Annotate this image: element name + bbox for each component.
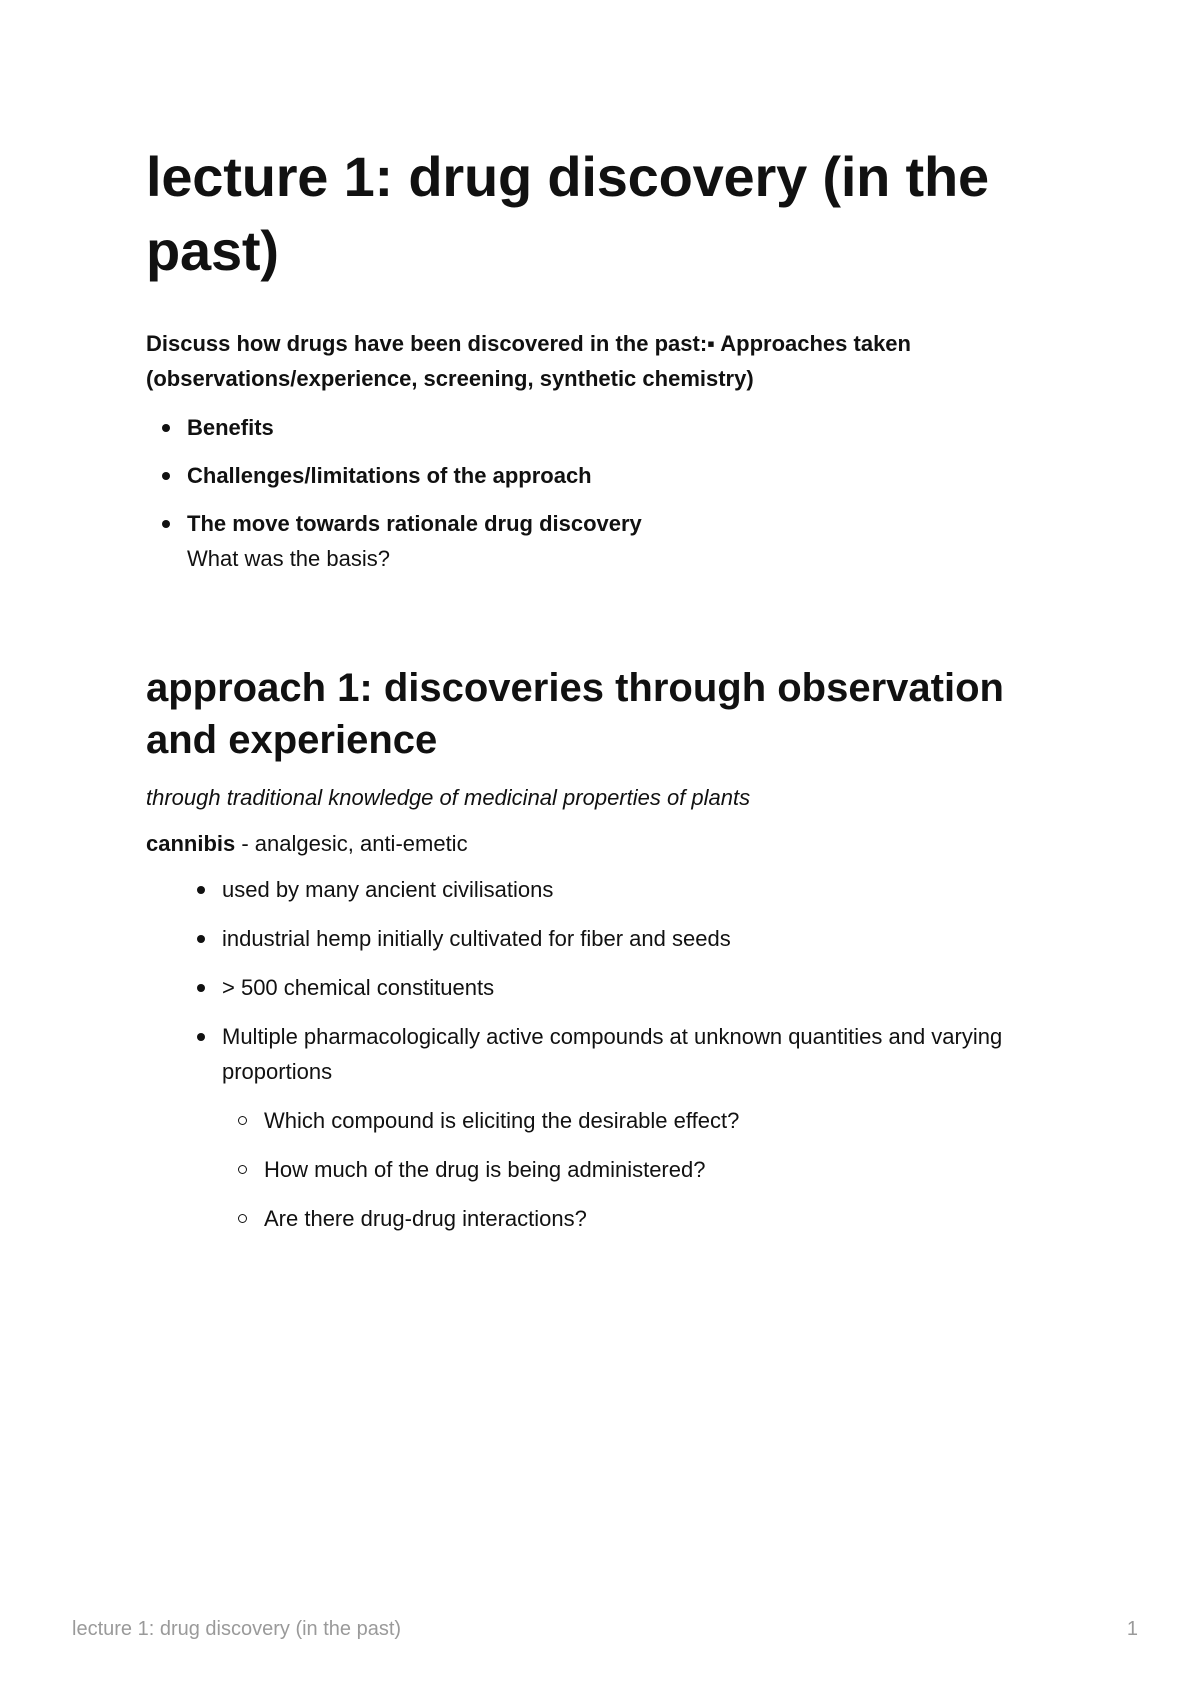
page-title: lecture 1: drug discovery (in the past): [146, 145, 989, 282]
sub-list-item: [264, 1103, 1076, 1138]
list-item-text: > 500 chemical constituents: [222, 975, 495, 1000]
sub-list-item: [264, 1152, 1076, 1187]
questions-list: [222, 1103, 1076, 1236]
list-item-text: Multiple pharmacologically active compounds at unknown quantities and varying proportions: [222, 1024, 1003, 1084]
list-item-text: Benefits: [187, 415, 274, 440]
footer-title: lecture 1: drug discovery (in the past): [72, 1618, 402, 1640]
page-content: [146, 140, 1076, 1250]
intro-paragraph: Discuss how drugs have been discovered in the past:▪ Approaches taken (observations/experience, screening, synthetic chemistry): [146, 331, 911, 391]
drug-name: cannibis: [146, 831, 236, 856]
list-item: [187, 410, 1076, 445]
list-item-text: used by many ancient civilisations: [222, 877, 554, 902]
list-item: [222, 1019, 1076, 1236]
page-footer: [72, 1618, 1138, 1641]
list-item: [187, 458, 1076, 493]
list-item-text: The move towards rationale drug discovery: [187, 511, 642, 536]
list-item-text: Challenges/limitations of the approach: [187, 463, 592, 488]
list-item: [222, 970, 1076, 1005]
page-number: 1: [1126, 1618, 1138, 1640]
list-item-text: industrial hemp initially cultivated for fiber and seeds: [222, 926, 731, 951]
section-heading: approach 1: discoveries through observation and experience: [146, 666, 1004, 762]
drug-facts-list: [146, 872, 1076, 1236]
drug-description: - analgesic, anti-emetic: [235, 831, 468, 856]
sub-list-item-text: Are there drug-drug interactions?: [264, 1206, 587, 1231]
drug-line: [146, 828, 1076, 860]
objectives-list: [146, 410, 1076, 576]
sub-list-item: [264, 1201, 1076, 1236]
sub-list-item-text: How much of the drug is being administered?: [264, 1157, 706, 1182]
list-item: [222, 921, 1076, 956]
sub-list-item-text: Which compound is eliciting the desirable effect?: [264, 1108, 740, 1133]
list-item-note: What was the basis?: [187, 546, 390, 571]
list-item: [222, 872, 1076, 907]
section-subtitle: through traditional knowledge of medicinal properties of plants: [146, 785, 751, 810]
list-item: [187, 506, 1076, 576]
